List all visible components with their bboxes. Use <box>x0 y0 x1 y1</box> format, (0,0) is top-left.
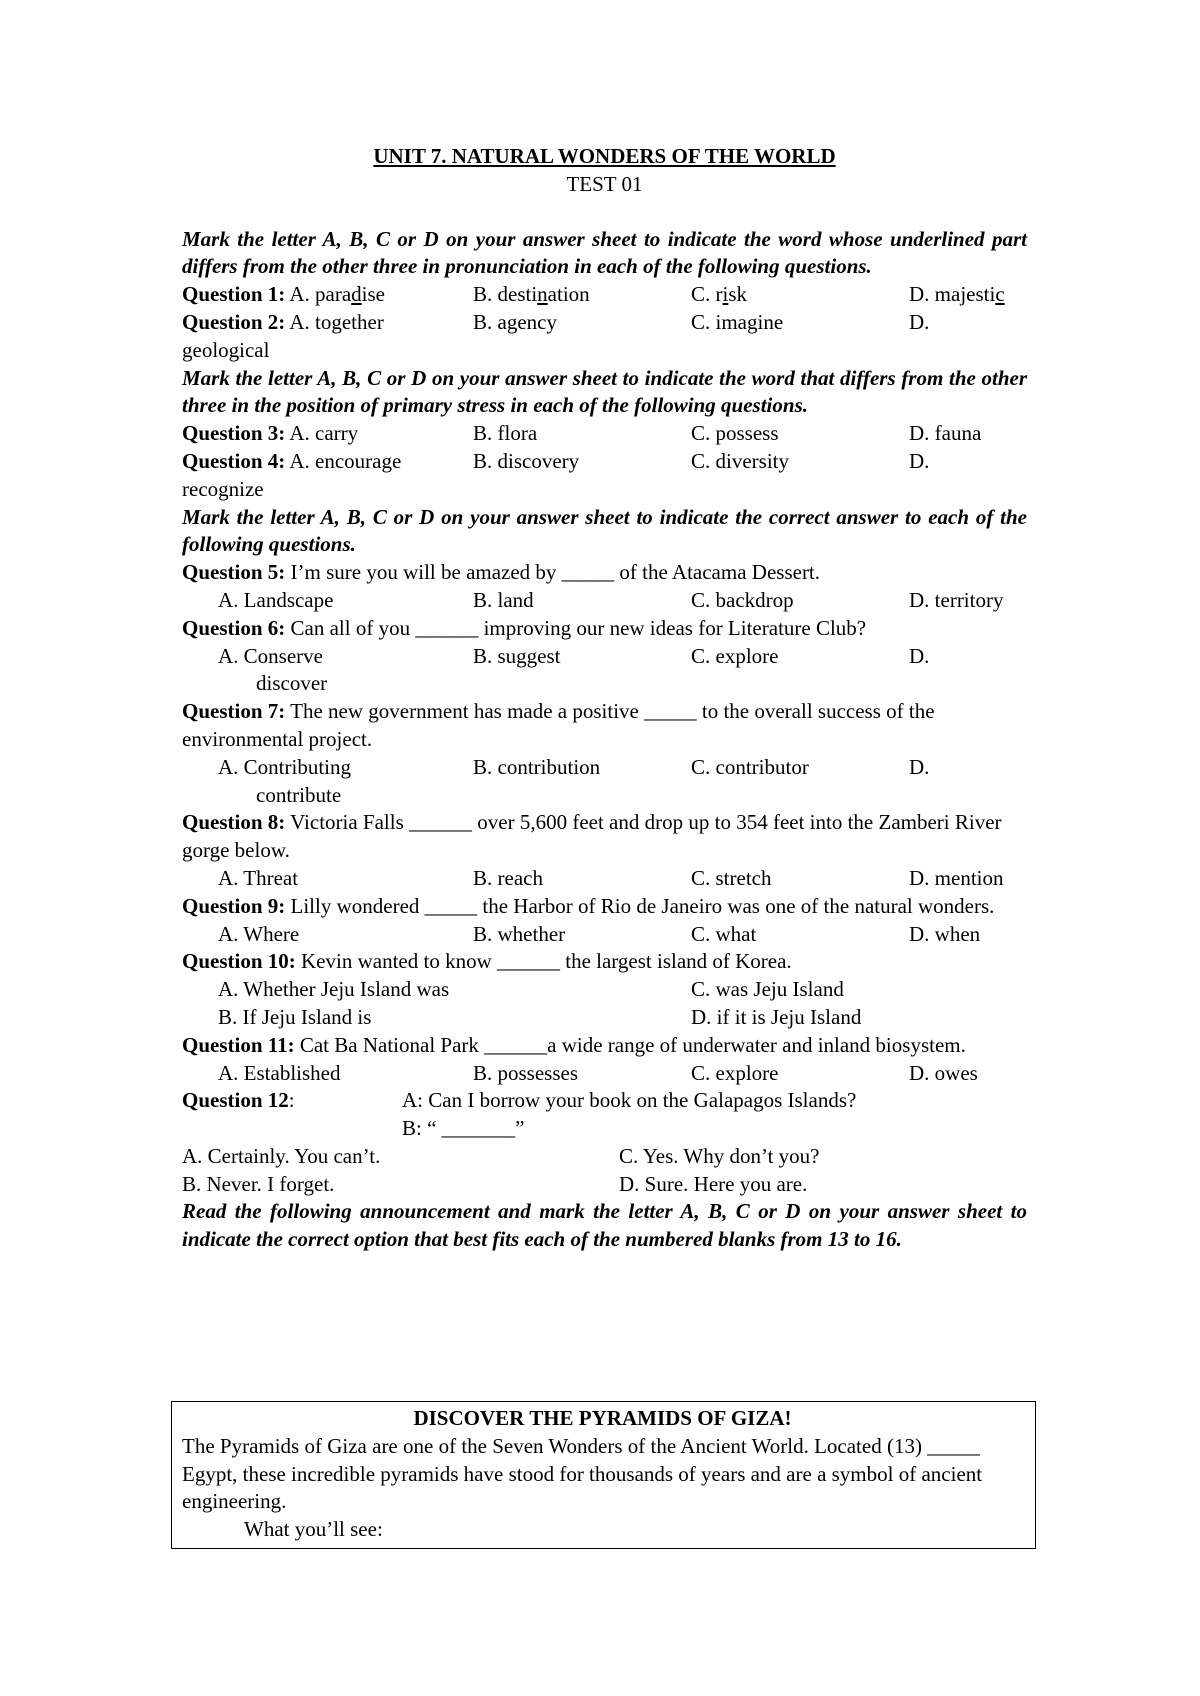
announcement-paragraph: The Pyramids of Giza are one of the Seven Wonders of the Ancient World. Located (13) _____ Egypt, these incredible pyramids have stood for thousands of years and are a symbol of ancient engineering. <box>182 1433 983 1514</box>
question-label: Question 6: <box>182 615 286 640</box>
option-c: C. stretch <box>691 865 772 890</box>
option-d-continuation: contribute <box>256 782 342 807</box>
option-d: D. majestic <box>909 282 1005 307</box>
option-b: B. possesses <box>473 1060 579 1085</box>
question-10-options-row2 <box>182 1004 1027 1032</box>
option-d: D. when <box>909 921 981 946</box>
option-c: C. backdrop <box>691 587 794 612</box>
question-10: Question 10: Kevin wanted to know ______ the largest island of Korea. <box>182 949 792 974</box>
announcement-box <box>171 1401 1036 1549</box>
question-10-options-row1 <box>182 976 1027 1004</box>
question-5-options <box>182 587 1027 615</box>
question-8-options <box>182 865 1027 893</box>
option-b: B. contribution <box>473 754 601 779</box>
option-b: B. land <box>473 587 534 612</box>
question-label: Question 12 <box>182 1088 289 1113</box>
question-label: Question 7: <box>182 699 286 724</box>
option-c: C. was Jeju Island <box>691 977 844 1002</box>
question-8: Question 8: Victoria Falls ______ over 5,600 feet and drop up to 354 feet into the Zamberi River gorge below. <box>182 810 1002 863</box>
question-label: Question 9: <box>182 893 286 918</box>
option-c: C. possess <box>691 421 779 446</box>
question-7-options <box>182 754 1027 782</box>
dialogue-line-b: B: “ _______” <box>402 1116 525 1141</box>
question-12-options-row2 <box>182 1171 1027 1199</box>
page-subtitle: TEST 01 <box>566 171 643 196</box>
option-b: B. Never. I forget. <box>182 1171 335 1196</box>
option-d-continuation: geological <box>182 337 270 362</box>
option-a: A. Established <box>218 1060 341 1085</box>
option-b: B. whether <box>473 921 566 946</box>
option-b: B. discovery <box>473 448 580 473</box>
question-label: Question 1: <box>182 282 286 307</box>
option-d: D. <box>909 448 930 473</box>
question-7: Question 7: The new government has made a positive _____ to the overall success of the environmental project. <box>182 699 935 751</box>
option-a: A. Whether Jeju Island was <box>218 977 450 1002</box>
instruction-pronunciation: Mark the letter A, B, C or D on your answer sheet to indicate the word whose underlined part differs from the other three in pronunciation in each of the following questions. <box>182 226 1027 279</box>
option-d: D. mention <box>909 865 1004 890</box>
dialogue-line-a: A: Can I borrow your book on the Galapagos Islands? <box>402 1088 857 1113</box>
question-6-options <box>182 643 1027 671</box>
option-a: A. Landscape <box>218 587 334 612</box>
option-b: B. reach <box>473 865 543 890</box>
question-4: Question 4: A. encourage B. discovery C. diversity D. <box>182 448 1027 476</box>
instruction-reading: Read the following announcement and mark the letter A, B, C or D on your answer sheet to indicate the correct option that best fits each of the numbered blanks from 13 to 16. <box>182 1199 1027 1252</box>
option-c: C. risk <box>691 282 748 307</box>
question-label: Question 2: <box>182 309 286 334</box>
option-d-continuation: discover <box>256 671 328 696</box>
option-a: A. Threat <box>218 865 299 890</box>
question-label: Question 10: <box>182 949 296 974</box>
option-d: D. <box>909 643 930 668</box>
option-c: C. explore <box>691 643 779 668</box>
question-1: Question 1: A. paradise B. destination C. risk D. majestic <box>182 281 1027 309</box>
option-a: A. Contributing <box>218 754 352 779</box>
question-label: Question 8: <box>182 810 286 835</box>
option-c: C. explore <box>691 1060 779 1085</box>
question-label: Question 11: <box>182 1032 295 1057</box>
option-d: D. territory <box>909 587 1004 612</box>
question-label: Question 4: <box>182 448 286 473</box>
question-3: Question 3: A. carry B. flora C. possess D. fauna <box>182 420 1027 448</box>
option-d: D. owes <box>909 1060 978 1085</box>
worksheet-page <box>182 143 1027 1254</box>
option-d: D. <box>909 754 930 779</box>
option-c: C. imagine <box>691 309 784 334</box>
option-d: D. if it is Jeju Island <box>691 1004 862 1029</box>
instruction-stress: Mark the letter A, B, C or D on your answer sheet to indicate the word that differs from the other three in the position of primary stress in each of the following questions. <box>182 365 1027 418</box>
question-11-options <box>182 1060 1027 1088</box>
option-c: C. what <box>691 921 757 946</box>
option-d: D. Sure. Here you are. <box>619 1171 808 1196</box>
announcement-title: DISCOVER THE PYRAMIDS OF GIZA! <box>413 1406 792 1430</box>
option-b: B. agency <box>473 309 557 334</box>
option-b: B. destination <box>473 282 590 307</box>
instruction-correct-answer: Mark the letter A, B, C or D on your answer sheet to indicate the correct answer to each of the following questions. <box>182 504 1027 557</box>
option-a: A. Conserve <box>218 643 323 668</box>
question-2: Question 2: A. together B. agency C. imagine D. <box>182 309 1027 337</box>
question-12-options-row1 <box>182 1143 1027 1171</box>
option-b: B. suggest <box>473 643 561 668</box>
option-a: A. Certainly. You can’t. <box>182 1143 381 1168</box>
option-c: C. diversity <box>691 448 789 473</box>
option-d: D. fauna <box>909 421 982 446</box>
option-b: B. If Jeju Island is <box>218 1004 372 1029</box>
question-9: Question 9: Lilly wondered _____ the Harbor of Rio de Janeiro was one of the natural wonders. <box>182 893 995 918</box>
page-title: UNIT 7. NATURAL WONDERS OF THE WORLD <box>373 144 836 168</box>
question-6: Question 6: Can all of you ______ improving our new ideas for Literature Club? <box>182 615 867 640</box>
option-c: C. contributor <box>691 754 809 779</box>
question-9-options <box>182 921 1027 949</box>
question-5: Question 5: I’m sure you will be amazed by _____ of the Atacama Dessert. <box>182 560 821 585</box>
option-b: B. flora <box>473 421 538 446</box>
option-a: A. Where <box>218 921 300 946</box>
question-12: Question 12: A: Can I borrow your book on the Galapagos Islands? <box>182 1087 1027 1115</box>
question-11: Question 11: Cat Ba National Park ______a wide range of underwater and inland biosystem. <box>182 1032 966 1057</box>
question-label: Question 5: <box>182 560 286 585</box>
announcement-subheading: What you’ll see: <box>244 1517 383 1542</box>
option-d: D. <box>909 309 930 334</box>
option-c: C. Yes. Why don’t you? <box>619 1143 820 1168</box>
question-label: Question 3: <box>182 421 286 446</box>
option-d-continuation: recognize <box>182 476 264 501</box>
